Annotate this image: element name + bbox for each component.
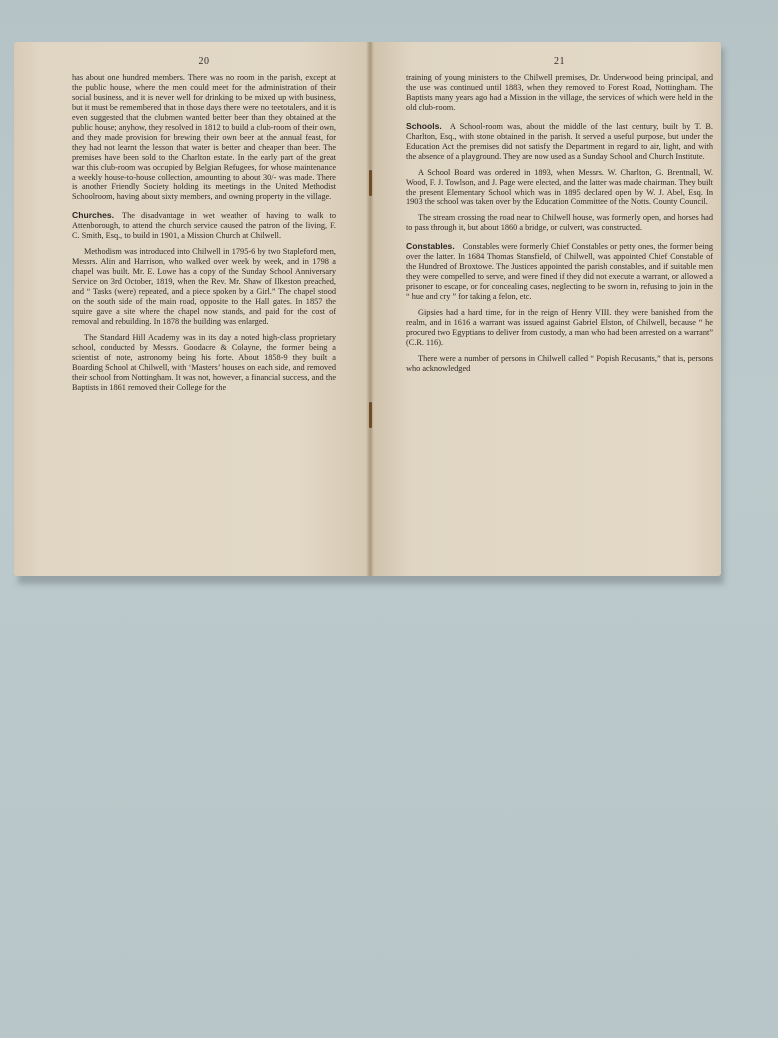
heading-schools: Schools. (406, 120, 442, 131)
right-page (370, 42, 721, 576)
paragraph-stream: The stream crossing the road near to Chilwell house, was formerly open, and horses had to pass through it, but about 1860 a bridge, or culvert, was constructed. (406, 213, 713, 233)
paragraph-methodism: Methodism was introduced into Chilwell in 1795-6 by two Stapleford men, Messrs. Alin and Harrison, who walked over week by week, and in 1798 a chapel was built. Mr. E. Lowe has a copy of the Sunday School Anniversary Service on 3rd October, 1819, when the Rev. Mr. Shaw of Ilkeston preached, and “ Tasks (were) repeated, and a piece spoken by a Girl.” The chapel stood on the south side of the main road, opposite to the Hall gates. In 1857 the squire gave a site where the chapel now stands, and paid for the cost of removal and rebuilding. In 1878 the building was enlarged. (72, 247, 336, 326)
heading-constables: Constables. (406, 241, 455, 252)
section-constables (406, 242, 713, 302)
paragraph-constables: Constables were formerly Chief Constables or petty ones, the former being over the latter. In 1684 Thomas Stansfield, of Chilwell, was appointed Chief Constable of the Hundred of Broxtowe. The Justices appointed the parish constables, and if suitable men they were compelled to serve, and were fined if they did not execute a warrant, or allowed a prisoner to escape, or for concealing cases, neglecting to be sworn in, refusing to join in the “ hue and cry ” for taking a felon, etc. (406, 242, 713, 302)
staple-bottom (369, 402, 372, 428)
paragraph-gipsies: Gipsies had a hard time, for in the reign of Henry VIII. they were banished from the realm, and in 1616 a warrant was issued against Gabriel Elston, of Chilwell, because “ he procured two Egyptians to deliver from custody, a man who had been arrested on a warrant” (C.R. 116). (406, 308, 713, 347)
paragraph-schools: A School-room was, about the middle of the last century, built by T. B. Charlton, Esq., with stone obtained in the parish. It served a useful purpose, but under the Education Act the premises did not satisfy the Department in regard to air, light, and with the absence of a playground. They are now used as a Sunday School and Church Institute. (406, 121, 713, 161)
book-gutter (366, 42, 374, 576)
paragraph-baptists: training of young ministers to the Chilwell premises, Dr. Underwood being principal, and the use was continued until 1883, when they removed to Forest Road, Nottingham. The Baptists many years ago had a Mission in the village, the services of which were held in the old club-room. (406, 73, 713, 112)
paragraph-churches: The disadvantage in wet weather of having to walk to Attenborough, to attend the church service caused the patron of the living, F. C. Smith, Esq., to build in 1901, a Mission Church at Chilwell. (72, 211, 336, 241)
paragraph-recusants: There were a number of persons in Chilwell called “ Popish Recusants,” that is, persons who acknowledged (406, 353, 713, 373)
staple-top (369, 170, 372, 196)
section-churches (72, 211, 336, 241)
paragraph-academy: The Standard Hill Academy was in its day a noted high-class proprietary school, conducted by Messrs. Goodacre & Colayne, the former being a scientist of note, astronomy being his forte. About 1858-9 they built a Boarding School at Chilwell, with ‘Masters’ houses on each side, and removed their school from Nottingham. It was not, however, a financial success, and the Baptists in 1861 removed their College for the (72, 332, 336, 392)
paragraph-school-board: A School Board was ordered in 1893, when Messrs. W. Charlton, G. Brentnall, W. Wood, F. J. Towlson, and J. Page were elected, and the latter was made chairman. They built the present Elementary School which was in 1895 declared open by W. J. Abel, Esq. In 1903 the school was taken over by the Education Committee of the Notts. County Council. (406, 167, 713, 207)
paragraph-friendly-society: has about one hundred members. There was no room in the parish, except at the public house, where the men could meet for the administration of their social business, and it is never well for drinking to be mixed up with business, but it must be remembered that in those days there were no teetotalers, and it is even suggested that the clubmen wanted better beer than they obtained at the public house; anyhow, they resolved in 1812 to build a club-room of their own, and they made provision for brewing their own beer at the annual feast, for they had not learnt the lesson that water is better and cheaper than beer. The premises have been sold to the Charlton estate. In the early part of the great war this club-room was occupied by Belgian Refugees, for whose maintenance a weekly house-to-house collection, amounting to about 30/- was made. There is another Friendly Society holding its meetings in the United Methodist Schoolroom, having about sixty members, and owning property in the village. (72, 73, 336, 202)
open-booklet (14, 42, 721, 580)
section-schools (406, 122, 713, 162)
left-page (14, 42, 370, 576)
heading-churches: Churches. (72, 210, 115, 221)
page-number-left: 20 (198, 56, 210, 67)
page-number-right: 21 (554, 56, 565, 67)
